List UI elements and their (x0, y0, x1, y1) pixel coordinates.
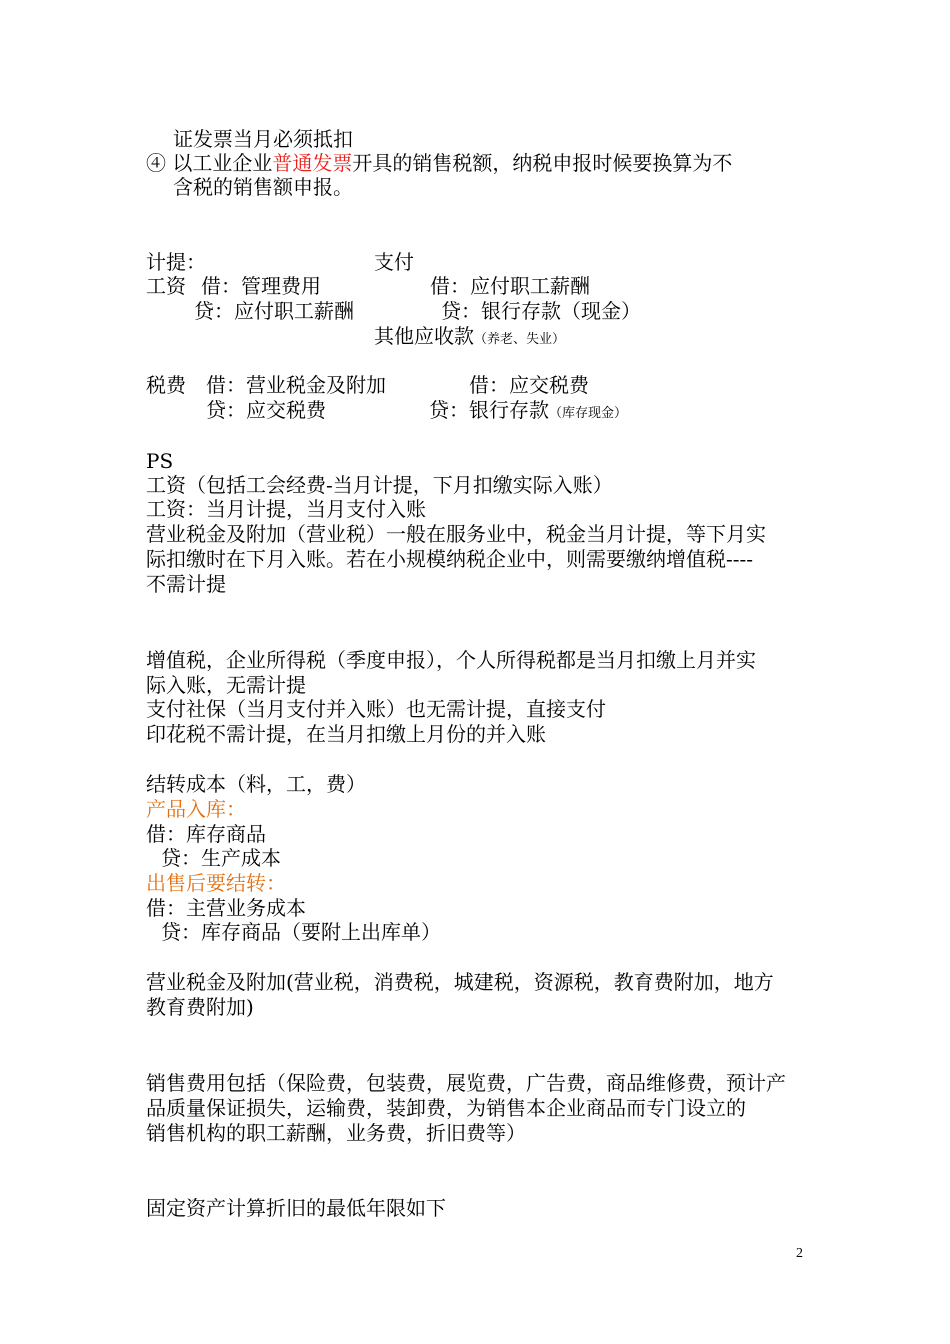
tax-label: 税费 (146, 373, 186, 397)
tax-pay-debit: 借：应交税费 (469, 373, 589, 397)
vat-line-1: 证发票当月必须抵扣 (173, 127, 353, 151)
tax-pay-credit-text: 贷：银行存款 (429, 398, 549, 422)
ps-line-3: 营业税金及附加（营业税）一般在服务业中，税金当月计提，等下月实 (146, 522, 766, 546)
cost-sold-heading: 出售后要结转： (146, 871, 286, 895)
ps-line-1: 工资（包括工会经费-当月计提，下月扣缴实际入账） (146, 473, 613, 497)
cost-stock-in-credit: 贷：生产成本 (161, 846, 281, 870)
cost-stock-in-heading: 产品入库： (146, 797, 246, 821)
cost-stock-in-debit: 借：库存商品 (146, 822, 266, 846)
wage-credit: 贷：应付职工薪酬 (194, 299, 354, 323)
business-tax-line-1: 营业税金及附加(营业税，消费税，城建税，资源税，教育费附加，地方 (146, 970, 774, 994)
vat-line-3: 含税的销售额申报。 (173, 175, 353, 199)
other-receivable-text: 其他应收款 (374, 324, 474, 348)
accrue-label: 计提： (146, 250, 206, 274)
selling-expense-line-2: 品质量保证损失，运输费，装卸费，为销售本企业商品而专门设立的 (146, 1096, 746, 1120)
other-receivable (374, 324, 565, 352)
selling-expense-line-3: 销售机构的职工薪酬，业务费，折旧费等） (146, 1121, 526, 1145)
business-tax-line-2: 教育费附加) (146, 995, 254, 1019)
wage-pay-debit: 借：应付职工薪酬 (430, 274, 590, 298)
ps-line-4: 际扣缴时在下月入账。若在小规模纳税企业中，则需要缴纳增值税---- (146, 547, 754, 571)
taxes-line-2: 际入账，无需计提 (146, 673, 306, 697)
selling-expense-line-1: 销售费用包括（保险费，包装费，展览费，广告费，商品维修费，预计产 (146, 1071, 786, 1095)
cost-sold-credit: 贷：库存商品（要附上出库单） (161, 920, 441, 944)
ps-title: PS (146, 449, 174, 473)
taxes-line-4: 印花税不需计提，在当月扣缴上月份的并入账 (146, 722, 546, 746)
other-receivable-note: （养老、失业） (474, 332, 566, 347)
taxes-line-1: 增值税，企业所得税（季度申报），个人所得税都是当月扣缴上月并实 (146, 648, 756, 672)
tax-pay-credit (429, 398, 627, 426)
cost-title: 结转成本（料，工，费） (146, 772, 366, 796)
taxes-line-3: 支付社保（当月支付并入账）也无需计提，直接支付 (146, 697, 606, 721)
page-number: 2 (796, 1246, 803, 1261)
vat-line-2-start: ④ 以工业企业 (146, 151, 273, 175)
tax-debit: 借：营业税金及附加 (206, 373, 386, 397)
vat-line-2-end: 开具的销售税额，纳税申报时候要换算为不 (352, 151, 733, 175)
wage-label: 工资 (146, 274, 186, 298)
vat-line-2 (146, 151, 732, 176)
wage-pay-credit: 贷：银行存款（现金） (441, 299, 641, 323)
depreciation-line-1: 固定资产计算折旧的最低年限如下 (146, 1196, 446, 1220)
ps-line-5: 不需计提 (146, 572, 226, 596)
cost-sold-debit: 借：主营业务成本 (146, 896, 306, 920)
pay-label: 支付 (374, 250, 414, 274)
tax-pay-credit-note: （库存现金） (549, 406, 628, 421)
wage-debit: 借：管理费用 (201, 274, 321, 298)
highlight-common-invoice: 普通发票 (272, 151, 353, 175)
ps-line-2: 工资：当月计提，当月支付入账 (146, 497, 426, 521)
tax-credit: 贷：应交税费 (206, 398, 326, 422)
